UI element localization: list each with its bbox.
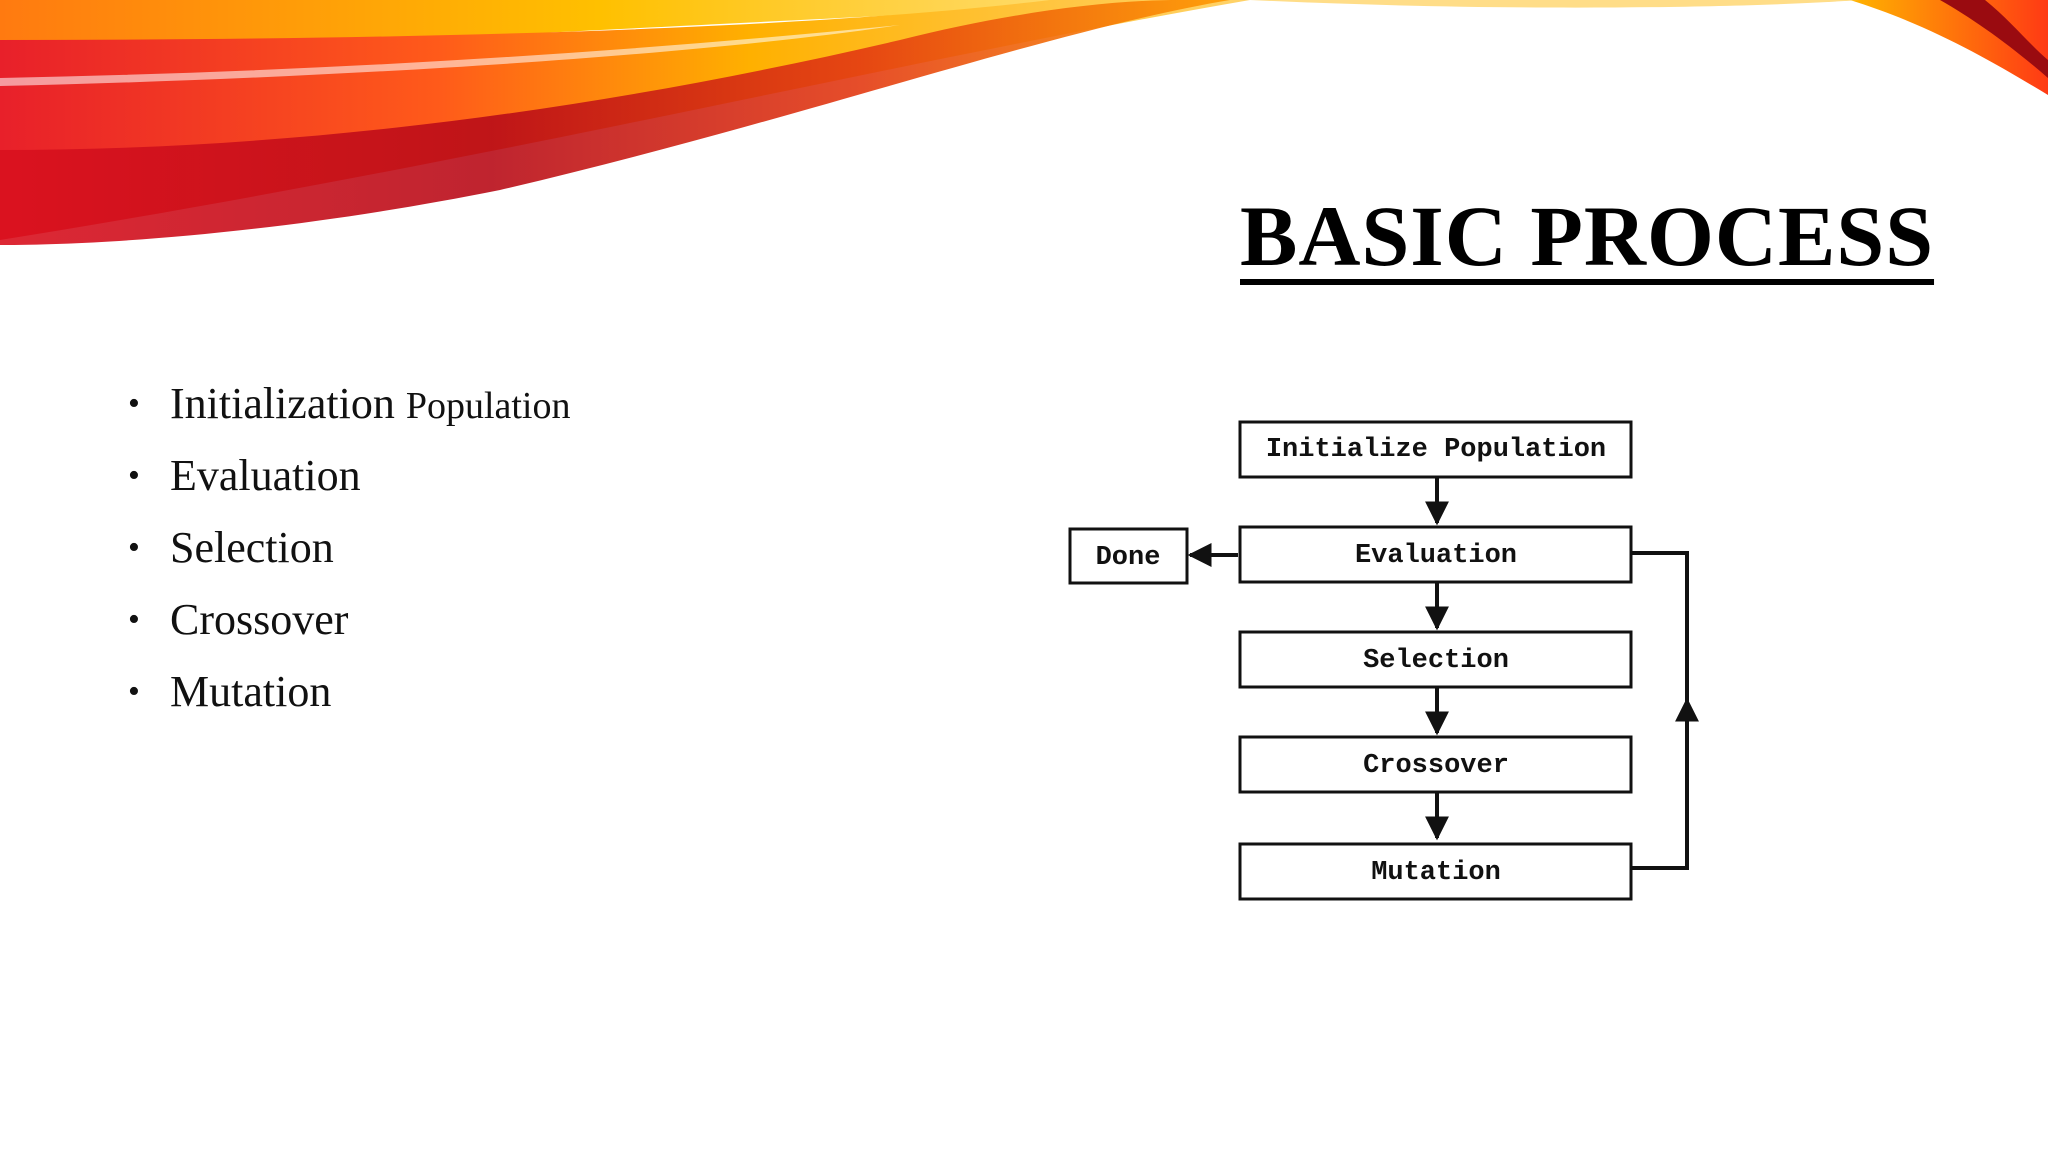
bullet-dot: • — [128, 673, 140, 710]
flow-step-label: Evaluation — [1354, 541, 1518, 572]
bullet-text-suffix: Population — [405, 385, 571, 427]
bullet-text: Evaluation — [170, 451, 361, 500]
flow-exit-label: Done — [1095, 543, 1161, 574]
slide-title: BASIC PROCESS — [1240, 188, 1935, 284]
bullet-text: Mutation — [170, 667, 332, 716]
bullet-text: Crossover — [170, 595, 349, 644]
flow-step-label: Crossover — [1363, 751, 1509, 782]
bullet-text: Selection — [170, 523, 334, 572]
bullet-dot: • — [128, 529, 140, 566]
loop-mutation-to-eval — [1632, 553, 1687, 868]
flow-step-selection — [1240, 632, 1631, 687]
bullet-text: Initialization — [170, 379, 395, 428]
flow-step-mutation — [1240, 844, 1631, 899]
flow-step-label: Mutation — [1371, 858, 1501, 889]
flow-step-label: Initialize Population — [1265, 435, 1607, 466]
flow-step-initialize-population — [1240, 422, 1631, 477]
bullet-dot: • — [128, 457, 140, 494]
bullet-dot: • — [128, 601, 140, 638]
flow-step-crossover — [1240, 737, 1631, 792]
flow-step-evaluation — [1240, 527, 1631, 582]
flow-exit-done — [1070, 529, 1187, 583]
flow-step-label: Selection — [1363, 646, 1509, 677]
bullet-dot: • — [128, 385, 140, 422]
